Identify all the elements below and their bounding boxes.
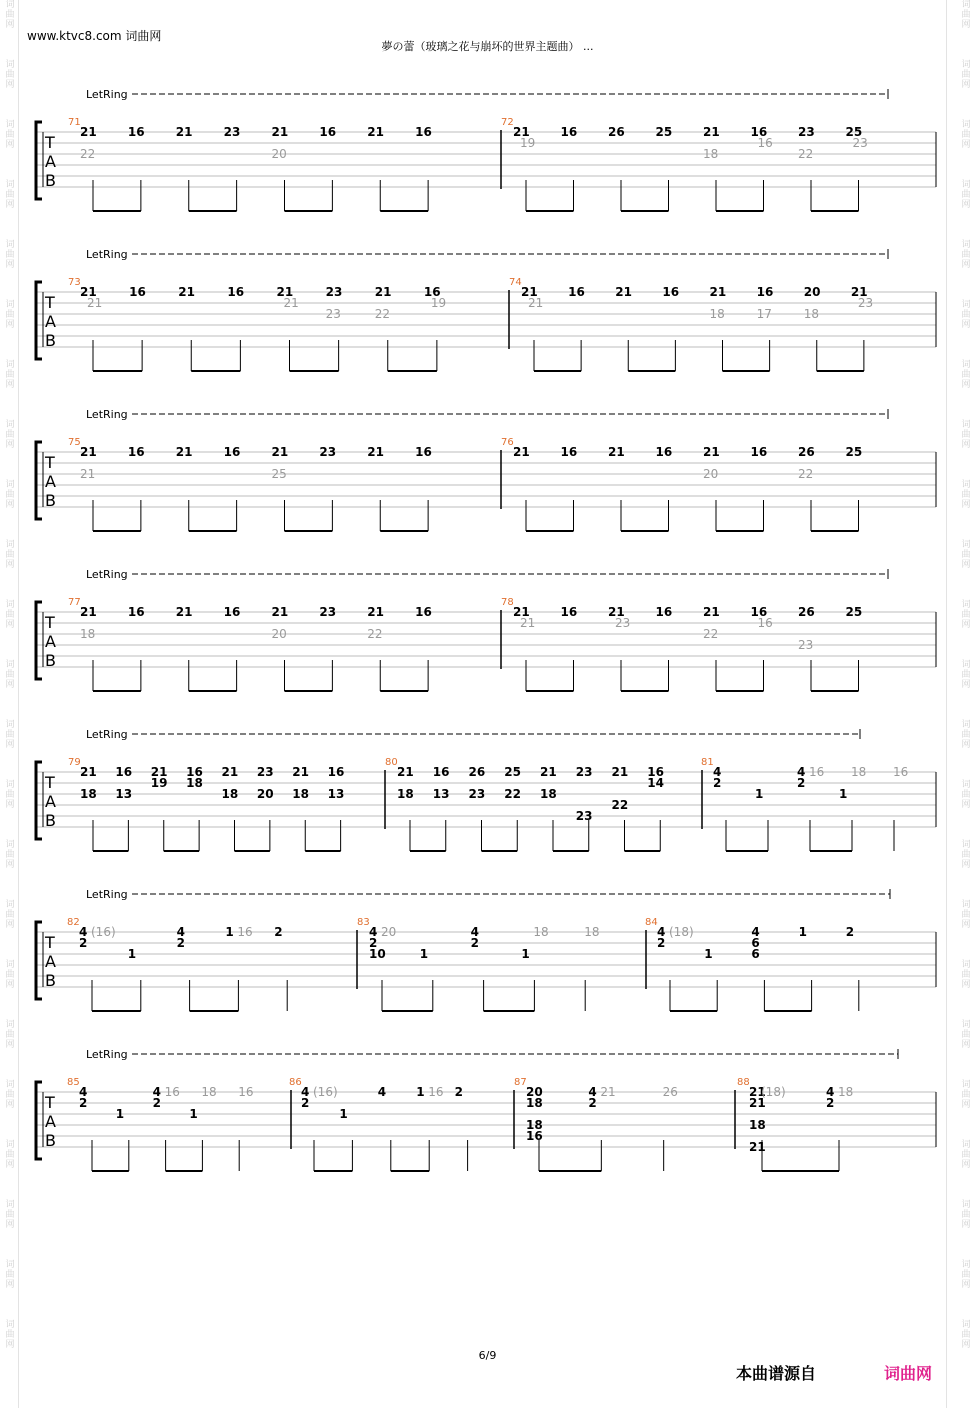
watermark-glyphs: 词 曲 网 [961, 720, 971, 750]
fret-number: 21 [271, 125, 289, 139]
watermark-glyphs: 词 曲 网 [961, 540, 971, 570]
fret-number: 16 [127, 605, 145, 619]
fret-number: 23 [798, 125, 815, 139]
measure-number: 83 [357, 917, 370, 928]
fret-number: 23 [325, 285, 343, 299]
fret-number: 2 [454, 1085, 463, 1099]
tab-clef-letter: B [45, 331, 56, 350]
tab-clef-letter: A [45, 152, 56, 171]
fret-number: 2 [369, 936, 378, 950]
fret-number: 1 [521, 947, 530, 961]
measure-number: 86 [289, 1077, 302, 1088]
measure-number: 84 [645, 917, 658, 928]
measure-number: 74 [509, 277, 522, 288]
watermark-glyphs: 词 曲 网 [961, 420, 971, 450]
watermark-glyphs: 词 曲 网 [5, 1080, 15, 1110]
watermark-glyphs: 词 曲 网 [961, 660, 971, 690]
fret-number-ghost: 17 [756, 307, 772, 321]
fret-number: 22 [504, 787, 521, 801]
watermark-glyphs: 词 曲 网 [961, 1020, 971, 1050]
fret-number: 26 [468, 765, 486, 779]
measure-number: 85 [67, 1077, 80, 1088]
fret-number: 4 [377, 1085, 387, 1099]
source-label: 本曲谱源自 [736, 1364, 817, 1383]
fret-number-ghost: 18 [584, 925, 600, 939]
fret-number: 16 [327, 765, 345, 779]
watermark-glyphs: 词 曲 网 [961, 300, 971, 330]
tab-clef-letter: T [45, 293, 55, 312]
measure-number: 71 [68, 117, 81, 128]
fret-number-ghost: 16 [809, 765, 825, 779]
fret-number: 16 [560, 605, 578, 619]
fret-number: 2 [176, 936, 185, 950]
tab-clef-letter: B [45, 651, 56, 670]
fret-number-ghost: (18) [669, 925, 694, 939]
fret-number: 16 [750, 125, 768, 139]
let-ring-label: LetRing [86, 248, 128, 261]
fret-number: 2 [301, 1096, 310, 1110]
fret-number: 2 [470, 936, 479, 950]
fret-number: 21 [540, 765, 557, 779]
measure-number: 79 [68, 757, 81, 768]
fret-number-ghost: 18 [709, 307, 725, 321]
fret-number-ghost: 23 [325, 307, 341, 321]
fret-number: 16 [223, 445, 241, 459]
fret-number-ghost: 19 [520, 136, 536, 150]
fret-number: 21 [221, 765, 239, 779]
fret-number-ghost: 18 [803, 307, 820, 321]
fret-number: 21 [709, 285, 727, 299]
watermark-glyphs: 词 曲 网 [961, 1260, 971, 1290]
fret-number: 21 [615, 285, 632, 299]
fret-number-ghost: 23 [857, 296, 874, 310]
fret-number: 16 [662, 285, 680, 299]
fret-number: 16 [756, 285, 774, 299]
fret-number-ghost: 16 [893, 765, 909, 779]
fret-number: 2 [797, 776, 806, 790]
watermark-glyphs: 词 曲 网 [961, 600, 971, 630]
fret-number: 23 [319, 445, 337, 459]
fret-number: 18 [397, 787, 414, 801]
fret-number: 21 [513, 605, 530, 619]
fret-number: 2 [152, 1096, 161, 1110]
watermark-glyphs: 词 曲 网 [5, 1260, 15, 1290]
fret-number: 21 [80, 765, 97, 779]
fret-number-ghost: 22 [80, 147, 96, 161]
fret-number-ghost: (18) [761, 1085, 786, 1099]
fret-number-ghost: 16 [237, 925, 253, 939]
watermark-glyphs: 词 曲 网 [961, 360, 971, 390]
fret-number: 18 [221, 787, 239, 801]
watermark-glyphs: 词 曲 网 [961, 900, 971, 930]
watermark-glyphs: 词 曲 网 [5, 420, 15, 450]
measure-number: 75 [68, 437, 81, 448]
fret-number: 16 [647, 765, 664, 779]
fret-number: 21 [175, 125, 193, 139]
fret-number: 10 [369, 947, 386, 961]
fret-number: 1 [839, 787, 848, 801]
watermark-glyphs: 词 曲 网 [961, 1200, 971, 1230]
fret-number: 21 [513, 125, 530, 139]
fret-number: 1 [339, 1107, 348, 1121]
fret-number-ghost: 21 [520, 616, 536, 630]
fret-number: 21 [175, 445, 193, 459]
fret-number-ghost: 18 [533, 925, 549, 939]
tab-clef-letter: T [45, 1093, 55, 1112]
fret-number: 4 [79, 1085, 88, 1099]
watermark-glyphs: 词 曲 网 [961, 180, 971, 210]
fret-number: 21 [175, 605, 193, 619]
fret-number: 26 [608, 125, 625, 139]
fret-number: 23 [575, 809, 593, 823]
fret-number: 1 [127, 947, 137, 961]
fret-number: 2 [657, 936, 666, 950]
fret-number-ghost: 16 [238, 1085, 254, 1099]
fret-number-ghost: 18 [838, 1085, 854, 1099]
fret-number: 26 [798, 445, 815, 459]
fret-number: 16 [415, 605, 432, 619]
fret-number: 21 [150, 765, 168, 779]
watermark-glyphs: 词 曲 网 [5, 960, 15, 990]
fret-number: 21 [521, 285, 538, 299]
measure-number: 88 [737, 1077, 750, 1088]
let-ring-label: LetRing [86, 568, 128, 581]
fret-number: 21 [703, 605, 720, 619]
fret-number: 4 [797, 765, 806, 779]
fret-number-ghost: 20 [271, 147, 287, 161]
fret-number: 2 [713, 776, 722, 790]
fret-number: 4 [79, 925, 88, 939]
watermark-glyphs: 词 曲 网 [5, 240, 15, 270]
fret-number: 18 [186, 776, 203, 790]
fret-number: 20 [256, 787, 274, 801]
tab-clef-letter: T [45, 933, 55, 952]
watermark-glyphs: 词 曲 网 [5, 720, 15, 750]
fret-number: 19 [150, 776, 168, 790]
fret-number-ghost: 19 [430, 296, 447, 310]
fret-number-ghost: 22 [798, 147, 814, 161]
fret-number: 18 [526, 1096, 543, 1110]
fret-number: 16 [655, 445, 673, 459]
fret-number-ghost: (16) [91, 925, 116, 939]
fret-number: 16 [560, 125, 578, 139]
fret-number: 21 [178, 285, 195, 299]
fret-number: 16 [319, 125, 337, 139]
fret-number: 21 [749, 1096, 766, 1110]
fret-number: 16 [127, 445, 145, 459]
fret-number: 21 [367, 445, 384, 459]
tab-clef-letter: A [45, 632, 56, 651]
fret-number: 14 [647, 776, 664, 790]
fret-number-ghost: 18 [851, 765, 867, 779]
fret-number: 21 [850, 285, 868, 299]
fret-number: 21 [276, 285, 294, 299]
fret-number: 1 [704, 947, 713, 961]
fret-number: 16 [115, 765, 133, 779]
fret-number: 23 [575, 765, 593, 779]
fret-number: 16 [127, 125, 145, 139]
measure-number: 81 [701, 757, 714, 768]
fret-number-ghost: 22 [798, 467, 814, 481]
fret-number: 1 [416, 1085, 425, 1099]
watermark-glyphs: 词 曲 网 [5, 900, 15, 930]
watermark-glyphs: 词 曲 网 [961, 60, 971, 90]
tab-clef-letter: A [45, 312, 56, 331]
fret-number: 21 [608, 605, 625, 619]
fret-number: 16 [227, 285, 245, 299]
fret-number-ghost: 22 [367, 627, 383, 641]
fret-number: 21 [749, 1085, 766, 1099]
fret-number: 6 [751, 936, 760, 950]
fret-number: 21 [397, 765, 414, 779]
fret-number: 4 [176, 925, 185, 939]
fret-number: 13 [432, 787, 450, 801]
fret-number: 21 [80, 445, 97, 459]
fret-number: 16 [223, 605, 241, 619]
tab-clef-letter: B [45, 971, 56, 990]
page-number: 6/9 [478, 1349, 497, 1362]
fret-number: 25 [504, 765, 521, 779]
watermark-glyphs: 词 曲 网 [5, 1020, 15, 1050]
fret-number: 18 [749, 1118, 766, 1132]
tab-clef-letter: A [45, 952, 56, 971]
fret-number: 4 [713, 765, 722, 779]
fret-number: 21 [367, 125, 384, 139]
tab-clef-letter: B [45, 811, 56, 830]
fret-number: 16 [432, 765, 450, 779]
let-ring-label: LetRing [86, 728, 128, 741]
fret-number: 26 [798, 605, 815, 619]
fret-number: 21 [80, 285, 97, 299]
tab-clef-letter: B [45, 171, 56, 190]
fret-number-ghost: 20 [381, 925, 397, 939]
fret-number: 22 [611, 798, 629, 812]
tab-clef-letter: T [45, 773, 55, 792]
fret-number: 4 [152, 1085, 161, 1099]
fret-number: 1 [189, 1107, 198, 1121]
watermark-glyphs: 词 曲 网 [5, 660, 15, 690]
fret-number-ghost: 25 [271, 467, 287, 481]
fret-number: 16 [560, 445, 578, 459]
fret-number: 21 [703, 445, 720, 459]
let-ring-label: LetRing [86, 1048, 128, 1061]
fret-number: 4 [751, 925, 760, 939]
fret-number: 21 [271, 445, 289, 459]
fret-number: 2 [79, 1096, 88, 1110]
watermark-glyphs: 词 曲 网 [961, 480, 971, 510]
fret-number: 16 [750, 605, 768, 619]
watermark-glyphs: 词 曲 网 [5, 600, 15, 630]
fret-number: 4 [470, 925, 479, 939]
fret-number-ghost: 21 [528, 296, 544, 310]
tab-clef-letter: A [45, 1112, 56, 1131]
fret-number: 18 [80, 787, 97, 801]
measure-number: 82 [67, 917, 80, 928]
fret-number-ghost: 21 [87, 296, 103, 310]
fret-number: 25 [655, 125, 673, 139]
fret-number: 2 [845, 925, 855, 939]
watermark-glyphs: 词 曲 网 [5, 60, 15, 90]
fret-number: 4 [301, 1085, 310, 1099]
song-title: 夢の蕾（玻璃之花与崩坏的世界主题曲） ... [381, 40, 594, 53]
fret-number: 13 [327, 787, 345, 801]
fret-number-ghost: 26 [662, 1085, 678, 1099]
watermark-glyphs: 词 曲 网 [961, 0, 971, 30]
fret-number: 16 [423, 285, 441, 299]
fret-number: 16 [129, 285, 146, 299]
fret-number: 1 [755, 787, 764, 801]
fret-number: 1 [115, 1107, 125, 1121]
fret-number: 18 [526, 1118, 543, 1132]
fret-number: 21 [611, 765, 629, 779]
watermark-glyphs: 词 曲 网 [961, 960, 971, 990]
fret-number-ghost: 20 [271, 627, 287, 641]
tab-clef-letter: A [45, 472, 56, 491]
fret-number: 16 [415, 445, 432, 459]
fret-number: 4 [588, 1085, 597, 1099]
fret-number-ghost: 21 [283, 296, 299, 310]
fret-number: 21 [80, 125, 97, 139]
fret-number: 13 [115, 787, 133, 801]
fret-number: 21 [271, 605, 289, 619]
watermark-glyphs: 词 曲 网 [961, 840, 971, 870]
watermark-glyphs: 词 曲 网 [5, 1200, 15, 1230]
fret-number-ghost: 18 [201, 1085, 217, 1099]
fret-number: 16 [526, 1129, 543, 1143]
fret-number-ghost: 16 [757, 136, 773, 150]
watermark-glyphs: 词 曲 网 [5, 780, 15, 810]
tab-clef-letter: B [45, 1131, 56, 1150]
measure-number: 80 [385, 757, 398, 768]
let-ring-label: LetRing [86, 408, 128, 421]
fret-number: 2 [274, 925, 283, 939]
fret-number: 2 [588, 1096, 597, 1110]
fret-number: 21 [703, 125, 720, 139]
fret-number-ghost: 21 [80, 467, 96, 481]
fret-number: 1 [798, 925, 807, 939]
watermark-glyphs: 词 曲 网 [961, 780, 971, 810]
fret-number-ghost: (16) [313, 1085, 338, 1099]
watermark-glyphs: 词 曲 网 [961, 1140, 971, 1170]
watermark-glyphs: 词 曲 网 [5, 1320, 15, 1350]
fret-number: 21 [513, 445, 530, 459]
fret-number: 16 [415, 125, 432, 139]
watermark-glyphs: 词 曲 网 [5, 840, 15, 870]
fret-number: 23 [223, 125, 241, 139]
fret-number: 4 [826, 1085, 835, 1099]
fret-number: 23 [319, 605, 337, 619]
fret-number: 25 [845, 445, 863, 459]
fret-number: 1 [419, 947, 429, 961]
fret-number-ghost: 18 [80, 627, 96, 641]
fret-number-ghost: 23 [852, 136, 868, 150]
fret-number: 21 [80, 605, 97, 619]
fret-number: 1 [225, 925, 234, 939]
fret-number: 21 [749, 1140, 766, 1154]
fret-number: 16 [186, 765, 203, 779]
fret-number: 6 [751, 947, 760, 961]
tab-clef-letter: A [45, 792, 56, 811]
fret-number-ghost: 23 [615, 616, 631, 630]
watermark-glyphs: 词 曲 网 [961, 120, 971, 150]
watermark-glyphs: 词 曲 网 [5, 1140, 15, 1170]
watermark-glyphs: 词 曲 网 [5, 360, 15, 390]
fret-number-ghost: 21 [600, 1085, 616, 1099]
watermark-glyphs: 词 曲 网 [961, 1320, 971, 1350]
watermark-glyphs: 词 曲 网 [5, 300, 15, 330]
fret-number: 21 [374, 285, 392, 299]
watermark-glyphs: 词 曲 网 [5, 0, 15, 30]
fret-number: 21 [367, 605, 384, 619]
fret-number-ghost: 16 [757, 616, 773, 630]
fret-number: 20 [803, 285, 821, 299]
fret-number-ghost: 16 [428, 1085, 444, 1099]
watermark-glyphs: 词 曲 网 [961, 1080, 971, 1110]
fret-number: 2 [79, 936, 88, 950]
fret-number: 21 [608, 445, 625, 459]
fret-number-ghost: 22 [703, 627, 719, 641]
watermark-glyphs: 词 曲 网 [5, 180, 15, 210]
watermark-glyphs: 词 曲 网 [5, 540, 15, 570]
fret-number: 18 [292, 787, 309, 801]
measure-number: 72 [501, 117, 514, 128]
fret-number: 16 [655, 605, 673, 619]
let-ring-label: LetRing [86, 888, 128, 901]
watermark-glyphs: 词 曲 网 [5, 480, 15, 510]
fret-number: 16 [750, 445, 768, 459]
watermark-glyphs: 词 曲 网 [961, 240, 971, 270]
fret-number: 25 [845, 125, 863, 139]
fret-number: 2 [826, 1096, 835, 1110]
tab-clef-letter: T [45, 453, 55, 472]
fret-number-ghost: 16 [164, 1085, 180, 1099]
fret-number: 4 [657, 925, 666, 939]
fret-number: 18 [540, 787, 557, 801]
measure-number: 78 [501, 597, 514, 608]
fret-number: 21 [292, 765, 309, 779]
measure-number: 77 [68, 597, 81, 608]
fret-number: 25 [845, 605, 863, 619]
fret-number-ghost: 20 [703, 467, 719, 481]
fret-number-ghost: 18 [703, 147, 719, 161]
fret-number-ghost: 23 [798, 638, 814, 652]
fret-number: 16 [568, 285, 585, 299]
measure-number: 73 [68, 277, 81, 288]
tab-clef-letter: T [45, 613, 55, 632]
let-ring-label: LetRing [86, 88, 128, 101]
fret-number: 20 [526, 1085, 543, 1099]
fret-number: 23 [256, 765, 274, 779]
fret-number-ghost: 22 [374, 307, 391, 321]
watermark-glyphs: 词 曲 网 [5, 120, 15, 150]
fret-number: 4 [369, 925, 378, 939]
tab-clef-letter: B [45, 491, 56, 510]
fret-number: 23 [468, 787, 486, 801]
source-brand: 词曲网 [884, 1364, 933, 1383]
measure-number: 87 [514, 1077, 527, 1088]
site-url: www.ktvc8.com 词曲网 [27, 29, 162, 43]
tab-clef-letter: T [45, 133, 55, 152]
measure-number: 76 [501, 437, 514, 448]
